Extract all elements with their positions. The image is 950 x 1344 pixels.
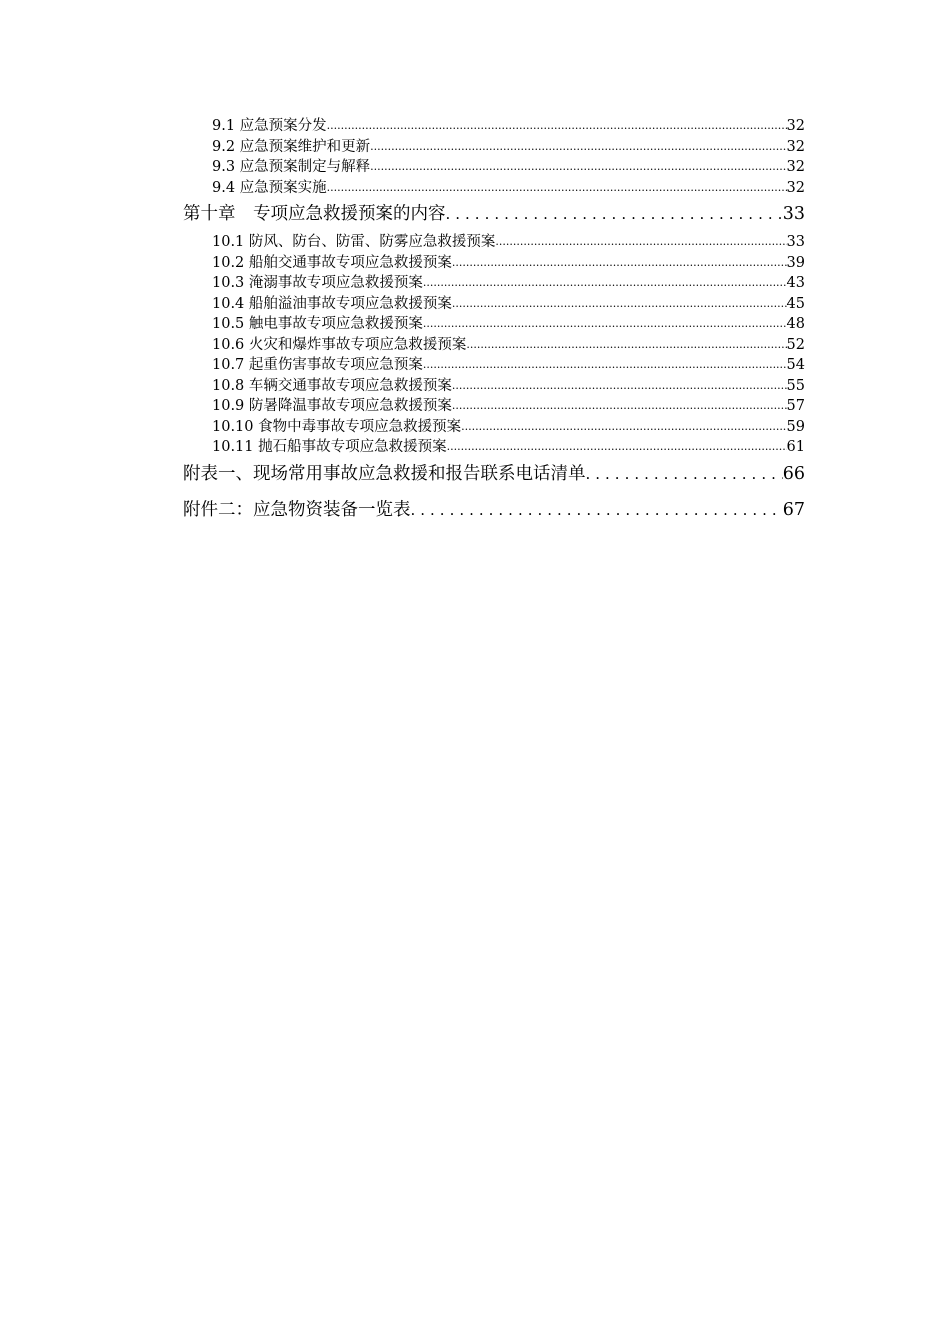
toc-entry-title: 10.4 船舶溢油事故专项应急救援预案 xyxy=(212,295,452,312)
toc-entry-title: 10.6 火灾和爆炸事故专项应急救援预案 xyxy=(212,336,467,353)
toc-entry-page: 33 xyxy=(786,234,805,250)
toc-dot-leader xyxy=(446,200,783,228)
toc-entry-page: 57 xyxy=(786,398,805,414)
toc-chapter-page: 33 xyxy=(782,204,805,224)
toc-dot-leader xyxy=(452,294,787,315)
toc-entry-title: 10.9 防暑降温事故专项应急救援预案 xyxy=(212,398,452,414)
toc-appendix-title: 附件二：应急物资装备一览表 xyxy=(183,499,411,520)
toc-entry-title: 10.5 触电事故专项应急救援预案 xyxy=(212,316,423,332)
toc-entry-title: 9.4 应急预案实施 xyxy=(212,179,327,196)
toc-dot-leader xyxy=(495,232,786,253)
toc-entry-10-3[interactable] xyxy=(183,273,805,294)
toc-entry-page: 45 xyxy=(786,295,805,312)
toc-chapter-title: 第十章 专项应急救援预案的内容 xyxy=(183,204,446,224)
toc-entry-page: 55 xyxy=(786,377,805,394)
toc-entry-10-6[interactable] xyxy=(183,335,805,356)
toc-entry-9-3[interactable] xyxy=(183,157,805,178)
toc-entry-10-8[interactable] xyxy=(183,376,805,397)
toc-entry-title: 10.2 船舶交通事故专项应急救援预案 xyxy=(212,254,452,271)
toc-entry-title: 10.8 车辆交通事故专项应急救援预案 xyxy=(212,377,452,394)
toc-dot-leader xyxy=(423,273,787,294)
toc-entry-10-5[interactable] xyxy=(183,314,805,335)
toc-appendix-title: 附表一、现场常用事故应急救援和报告联系电话清单 xyxy=(183,463,586,484)
toc-entry-10-10[interactable] xyxy=(183,417,805,438)
toc-group-10 xyxy=(183,232,805,458)
toc-dot-leader xyxy=(327,116,787,137)
toc-entry-9-4[interactable] xyxy=(183,178,805,199)
toc-appendix-2[interactable] xyxy=(183,494,805,524)
toc-chapter-10[interactable] xyxy=(183,198,805,228)
toc-appendix-1[interactable] xyxy=(183,458,805,488)
toc-entry-10-9[interactable] xyxy=(183,396,805,417)
toc-dot-leader xyxy=(411,496,783,524)
toc-entry-page: 43 xyxy=(786,275,805,291)
toc-entry-title: 10.11 抛石船事故专项应急救援预案 xyxy=(212,439,447,455)
toc-entry-page: 48 xyxy=(786,316,805,332)
toc-entry-page: 32 xyxy=(786,138,805,155)
toc-entry-10-2[interactable] xyxy=(183,253,805,274)
toc-dot-leader xyxy=(327,178,787,199)
toc-entry-page: 61 xyxy=(786,439,805,455)
toc-dot-leader xyxy=(370,157,786,178)
toc-entry-10-4[interactable] xyxy=(183,294,805,315)
toc-entry-9-2[interactable] xyxy=(183,137,805,158)
toc-entry-10-7[interactable] xyxy=(183,355,805,376)
toc-entry-title: 9.2 应急预案维护和更新 xyxy=(212,138,371,155)
toc-entry-page: 59 xyxy=(786,418,805,435)
toc-appendix-page: 66 xyxy=(782,463,805,484)
toc-entry-title: 9.3 应急预案制定与解释 xyxy=(212,159,371,175)
toc-dot-leader xyxy=(461,417,786,438)
toc-entry-10-1[interactable] xyxy=(183,232,805,253)
toc-entry-page: 32 xyxy=(786,159,805,175)
toc-dot-leader xyxy=(466,335,786,356)
toc-entry-title: 10.1 防风、防台、防雷、防雾应急救援预案 xyxy=(212,234,496,250)
toc-dot-leader xyxy=(447,437,787,458)
toc-entry-title: 10.3 淹溺事故专项应急救援预案 xyxy=(212,275,423,291)
toc-dot-leader xyxy=(423,314,787,335)
toc-dot-leader xyxy=(452,376,787,397)
toc-entry-page: 39 xyxy=(786,254,805,271)
toc-entry-page: 32 xyxy=(786,179,805,196)
toc-dot-leader xyxy=(370,137,786,158)
toc-appendix-page: 67 xyxy=(782,499,805,520)
toc-entry-9-1[interactable] xyxy=(183,116,805,137)
toc-entry-10-11[interactable] xyxy=(183,437,805,458)
toc-entry-title: 10.7 起重伤害事故专项应急预案 xyxy=(212,357,423,373)
toc-entry-page: 52 xyxy=(786,336,805,353)
toc-entry-page: 32 xyxy=(786,118,805,134)
toc-dot-leader xyxy=(423,355,787,376)
toc-entry-page: 54 xyxy=(786,357,805,373)
toc-dot-leader xyxy=(586,460,783,488)
toc-entry-title: 10.10 食物中毒事故专项应急救援预案 xyxy=(212,418,462,435)
toc-entry-title: 9.1 应急预案分发 xyxy=(212,118,327,134)
toc-dot-leader xyxy=(452,253,787,274)
toc-dot-leader xyxy=(452,396,787,417)
table-of-contents xyxy=(183,116,805,524)
